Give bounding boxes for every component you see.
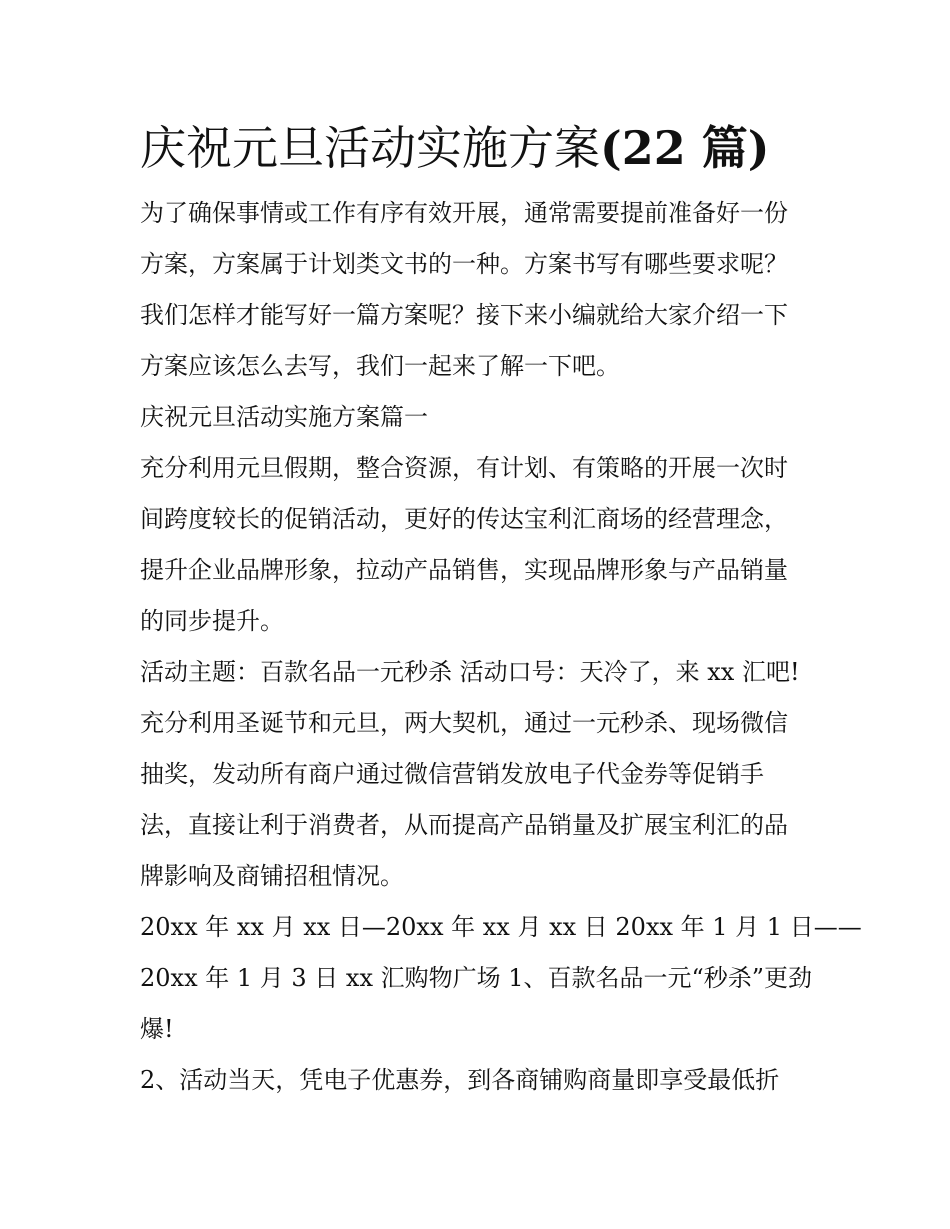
body-line: 间跨度较长的促销活动，更好的传达宝利汇商场的经营理念， (140, 505, 788, 533)
document-title (140, 110, 820, 186)
title-count: (22 篇) (600, 121, 770, 175)
body-line: 方案应该怎么去写，我们一起来了解一下吧。 (140, 352, 620, 380)
body-line: 充分利用圣诞节和元旦，两大契机，通过一元秒杀、现场微信 (140, 709, 788, 737)
body-line: 20xx 年 1 月 3 日 xx 汇购物广场 1、百款名品一元“秒杀”更劲 (140, 964, 813, 992)
body-line: 我们怎样才能写好一篇方案呢？接下来小编就给大家介绍一下 (140, 301, 788, 329)
body-line: 方案，方案属于计划类文书的一种。方案书写有哪些要求呢？ (140, 250, 788, 278)
body-line: 抽奖，发动所有商户通过微信营销发放电子代金券等促销手 (140, 760, 764, 788)
body-line: 2、活动当天，凭电子优惠券，到各商铺购商量即享受最低折 (140, 1066, 780, 1094)
body-line: 牌影响及商铺招租情况。 (140, 862, 404, 890)
section-heading: 庆祝元旦活动实施方案篇一 (140, 403, 428, 431)
document-page (140, 110, 862, 1106)
document-body (140, 188, 862, 1106)
body-line: 充分利用元旦假期，整合资源，有计划、有策略的开展一次时 (140, 454, 788, 482)
body-line: 活动主题：百款名品一元秒杀 活动口号：天冷了，来 xx 汇吧! (140, 658, 800, 686)
body-line: 为了确保事情或工作有序有效开展，通常需要提前准备好一份 (140, 199, 788, 227)
title-text: 庆祝元旦活动实施方案 (140, 121, 600, 175)
body-line: 20xx 年 xx 月 xx 日—20xx 年 xx 月 xx 日 20xx 年 1 月 1 日—— (140, 913, 862, 941)
body-line: 爆! (140, 1015, 174, 1043)
body-line: 提升企业品牌形象，拉动产品销售，实现品牌形象与产品销量 (140, 556, 788, 584)
body-line: 的同步提升。 (140, 607, 284, 635)
body-line: 法，直接让利于消费者，从而提高产品销量及扩展宝利汇的品 (140, 811, 788, 839)
